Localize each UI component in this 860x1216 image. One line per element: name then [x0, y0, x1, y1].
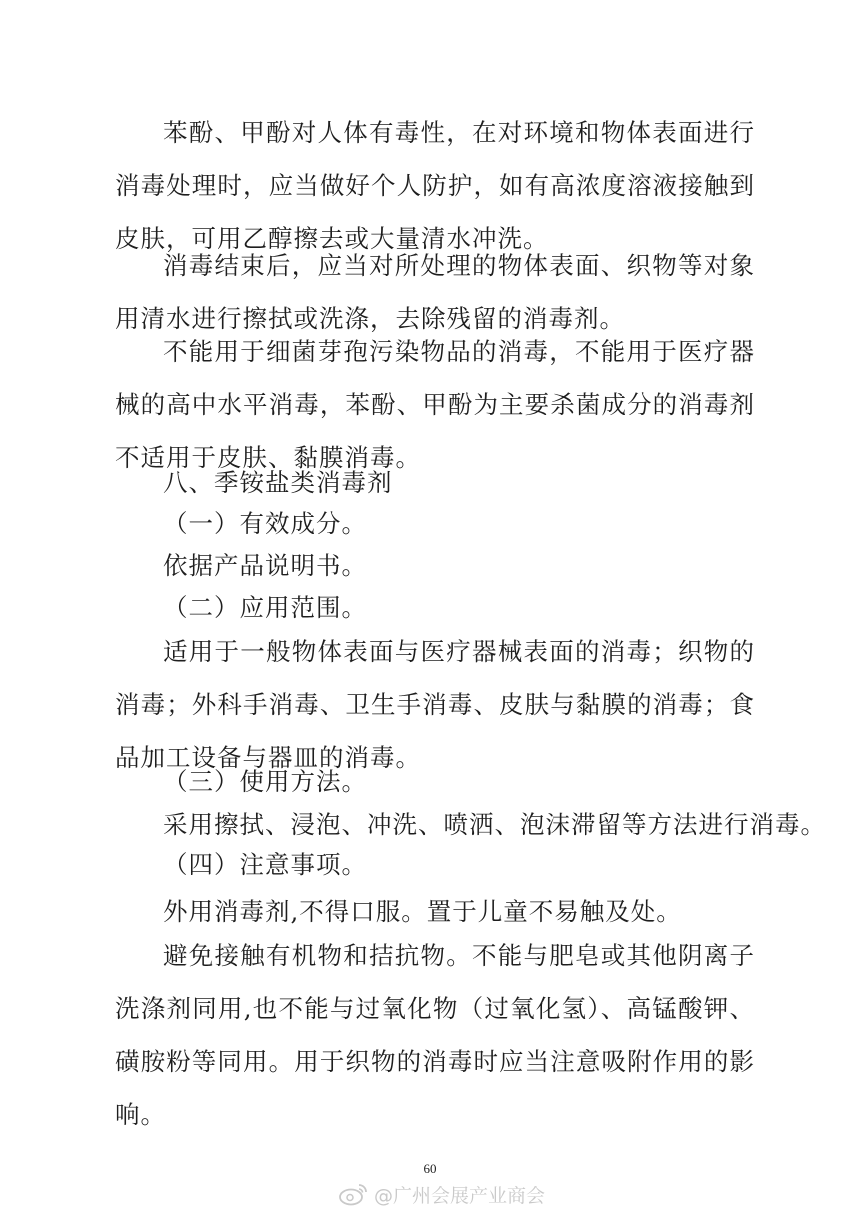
paragraph-after-disinfection: 消毒结束后，应当对所处理的物体表面、织物等对象用清水进行擦拭或洗涤，去除残留的消毒剂。	[115, 251, 755, 333]
page-number: 60	[423, 1161, 437, 1176]
text-scope: 适用于一般物体表面与医疗器械表面的消毒；织物的消毒；外科手消毒、卫生手消毒、皮肤与黏膜的消毒；食品加工设备与器皿的消毒。	[115, 637, 755, 772]
text-method: 采用擦拭、浸泡、冲洗、喷洒、泡沫滞留等方法进行消毒。	[163, 810, 826, 839]
paragraph-restrictions: 不能用于细菌芽孢污染物品的消毒，不能用于医疗器械的高中水平消毒，苯酚、甲酚为主要杀菌成分的消毒剂不适用于皮肤、黏膜消毒。	[115, 337, 755, 472]
section-heading: 八、季铵盐类消毒剂	[163, 468, 393, 497]
subheading-precautions: （四）注意事项。	[163, 850, 367, 879]
weibo-icon	[338, 1182, 368, 1206]
watermark	[338, 1180, 545, 1208]
subheading-scope: （二）应用范围。	[163, 593, 367, 622]
text-precautions-1: 外用消毒剂,不得口服。置于儿童不易触及处。	[163, 897, 682, 926]
subheading-method: （三）使用方法。	[163, 767, 367, 796]
watermark-text: @广州会展产业商会	[374, 1184, 546, 1207]
subheading-ingredients: （一）有效成分。	[163, 509, 367, 538]
text-precautions-2: 避免接触有机物和拮抗物。不能与肥皂或其他阴离子洗涤剂同用,也不能与过氧化物（过氧化氢）、高锰酸钾、磺胺粉等同用。用于织物的消毒时应当注意吸附作用的影响。	[115, 941, 755, 1129]
text-ingredients: 依据产品说明书。	[163, 551, 367, 580]
paragraph-phenol-toxicity: 苯酚、甲酚对人体有毒性，在对环境和物体表面进行消毒处理时，应当做好个人防护，如有高浓度溶液接触到皮肤，可用乙醇擦去或大量清水冲洗。	[115, 118, 755, 253]
